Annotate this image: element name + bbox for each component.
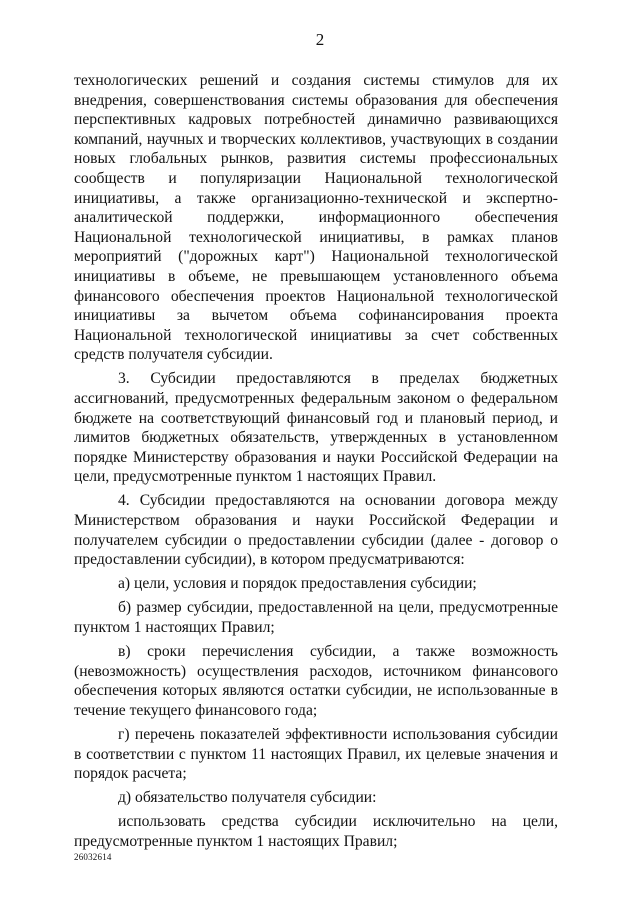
paragraph-item-b: б) размер субсидии, предоставленной на цели, предусмотренные пунктом 1 настоящих Правил; — [74, 599, 558, 637]
paragraph-clause-4: 4. Субсидии предоставляются на основании договора между Министерством образования и науки Российской Федерации и получателем субсидии о предоставлении субсидии (далее - договор о предоставлении субсидии), в котором предусматриваются: — [74, 492, 558, 569]
paragraph-item-v: в) сроки перечисления субсидии, а также возможность (невозможность) осуществления расходов, источником финансового обеспечения которых являются остатки субсидии, не использованные в течение текущего финансового года; — [74, 643, 558, 719]
paragraph-item-g: г) перечень показателей эффективности использования субсидии в соответствии с пунктом 11 настоящих Правил, их целевые значения и порядок расчета; — [74, 726, 558, 783]
document-body — [74, 71, 558, 852]
paragraph-continuation: технологических решений и создания системы стимулов для их внедрения, совершенствования системы образования для обеспечения перспективных кадровых потребностей динамично развивающихся компаний, научных и творческих коллективов, участвующих в создании новых глобальных рынков, развития системы профессиональных сообществ и популяризации Национальной технологической инициативы, а также организационно-технической и экспертно-аналитической поддержки, информационного обеспечения Национальной технологической инициативы, в рамках планов мероприятий ("дорожных карт") Национальной технологической инициативы в объеме, не превышающем установленного объема финансового обеспечения проектов Национальной технологической инициативы за вычетом объема софинансирования проекта Национальной технологической инициативы за счет собственных средств получателя субсидии. — [74, 72, 558, 364]
page-number: 2 — [315, 30, 325, 49]
document-code: 26032614 — [74, 852, 112, 862]
paragraph-item-d: д) обязательство получателя субсидии: — [118, 789, 377, 807]
paragraph-obligation: использовать средства субсидии исключительно на цели, предусмотренные пунктом 1 настоящих Правил; — [74, 813, 558, 850]
paragraph-clause-3: 3. Субсидии предоставляются в пределах бюджетных ассигнований, предусмотренных федеральным законом о федеральном бюджете на соответствующий финансовый год и плановый период, и лимитов бюджетных обязательств, утвержденных в установленном порядке Министерству образования и науки Российской Федерации на цели, предусмотренные пунктом 1 настоящих Правил. — [74, 370, 558, 486]
paragraph-item-a: а) цели, условия и порядок предоставления субсидии; — [118, 575, 477, 593]
